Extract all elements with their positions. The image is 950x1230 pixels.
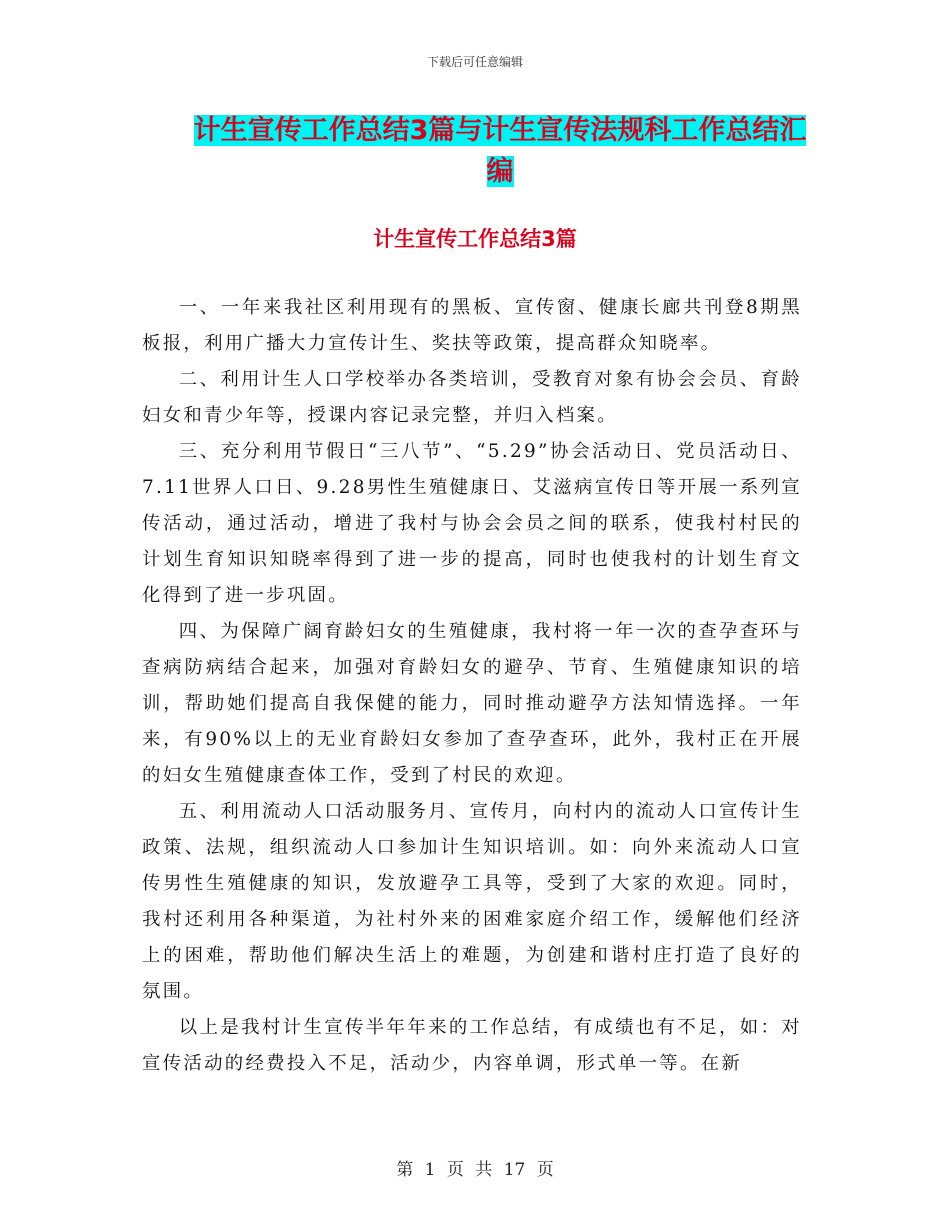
section-title: 计生宣传工作总结3篇 — [373, 227, 577, 251]
document-body — [142, 290, 802, 1082]
page-footer: 第 1 页 共 17 页 — [396, 1160, 554, 1180]
paragraph: 五、利用流动人口活动服务月、宣传月，向村内的流动人口宣传计生政策、法规，组织流动人口参加计生知识培训。如：向外来流动人口宣传男性生殖健康的知识，发放避孕工具等，受到了大家的欢迎。同时，我村还利用各种渠道，为社村外来的困难家庭介绍工作，缓解他们经济上的困难，帮助他们解决生活上的难题，为创建和谐村庄打造了良好的氛围。 — [142, 801, 802, 1002]
paragraph: 一、一年来我社区利用现有的黑板、宣传窗、健康长廊共刊登8期黑板报，利用广播大力宣传计生、奖扶等政策，提高群众知晓率。 — [142, 297, 802, 354]
paragraph: 以上是我村计生宣传半年年来的工作总结，有成绩也有不足，如：对宣传活动的经费投入不足，活动少，内容单调，形式单一等。在新 — [142, 1017, 802, 1074]
paragraph: 二、利用计生人口学校举办各类培训，受教育对象有协会会员、育龄妇女和青少年等，授课内容记录完整，并归入档案。 — [142, 369, 802, 426]
document-title-text: 计生宣传工作总结3篇与计生宣传法规科工作总结汇编 — [193, 115, 807, 187]
document-title — [190, 110, 810, 192]
paragraph: 三、充分利用节假日“三八节”、“5.29”协会活动日、党员活动日、7.11世界人口日、9.28男性生殖健康日、艾滋病宣传日等开展一系列宣传活动，通过活动，增进了我村与协会会员之间的联系，使我村村民的计划生育知识知晓率得到了进一步的提高，同时也使我村的计划生育文化得到了进一步巩固。 — [142, 441, 802, 606]
paragraph: 四、为保障广阔育龄妇女的生殖健康，我村将一年一次的查孕查环与查病防病结合起来，加强对育龄妇女的避孕、节育、生殖健康知识的培训，帮助她们提高自我保健的能力，同时推动避孕方法知情选择。一年来，有90%以上的无业育龄妇女参加了查孕查环，此外，我村正在开展的妇女生殖健康查体工作，受到了村民的欢迎。 — [142, 621, 802, 786]
header-note: 下载后可任意编辑 — [426, 55, 523, 69]
